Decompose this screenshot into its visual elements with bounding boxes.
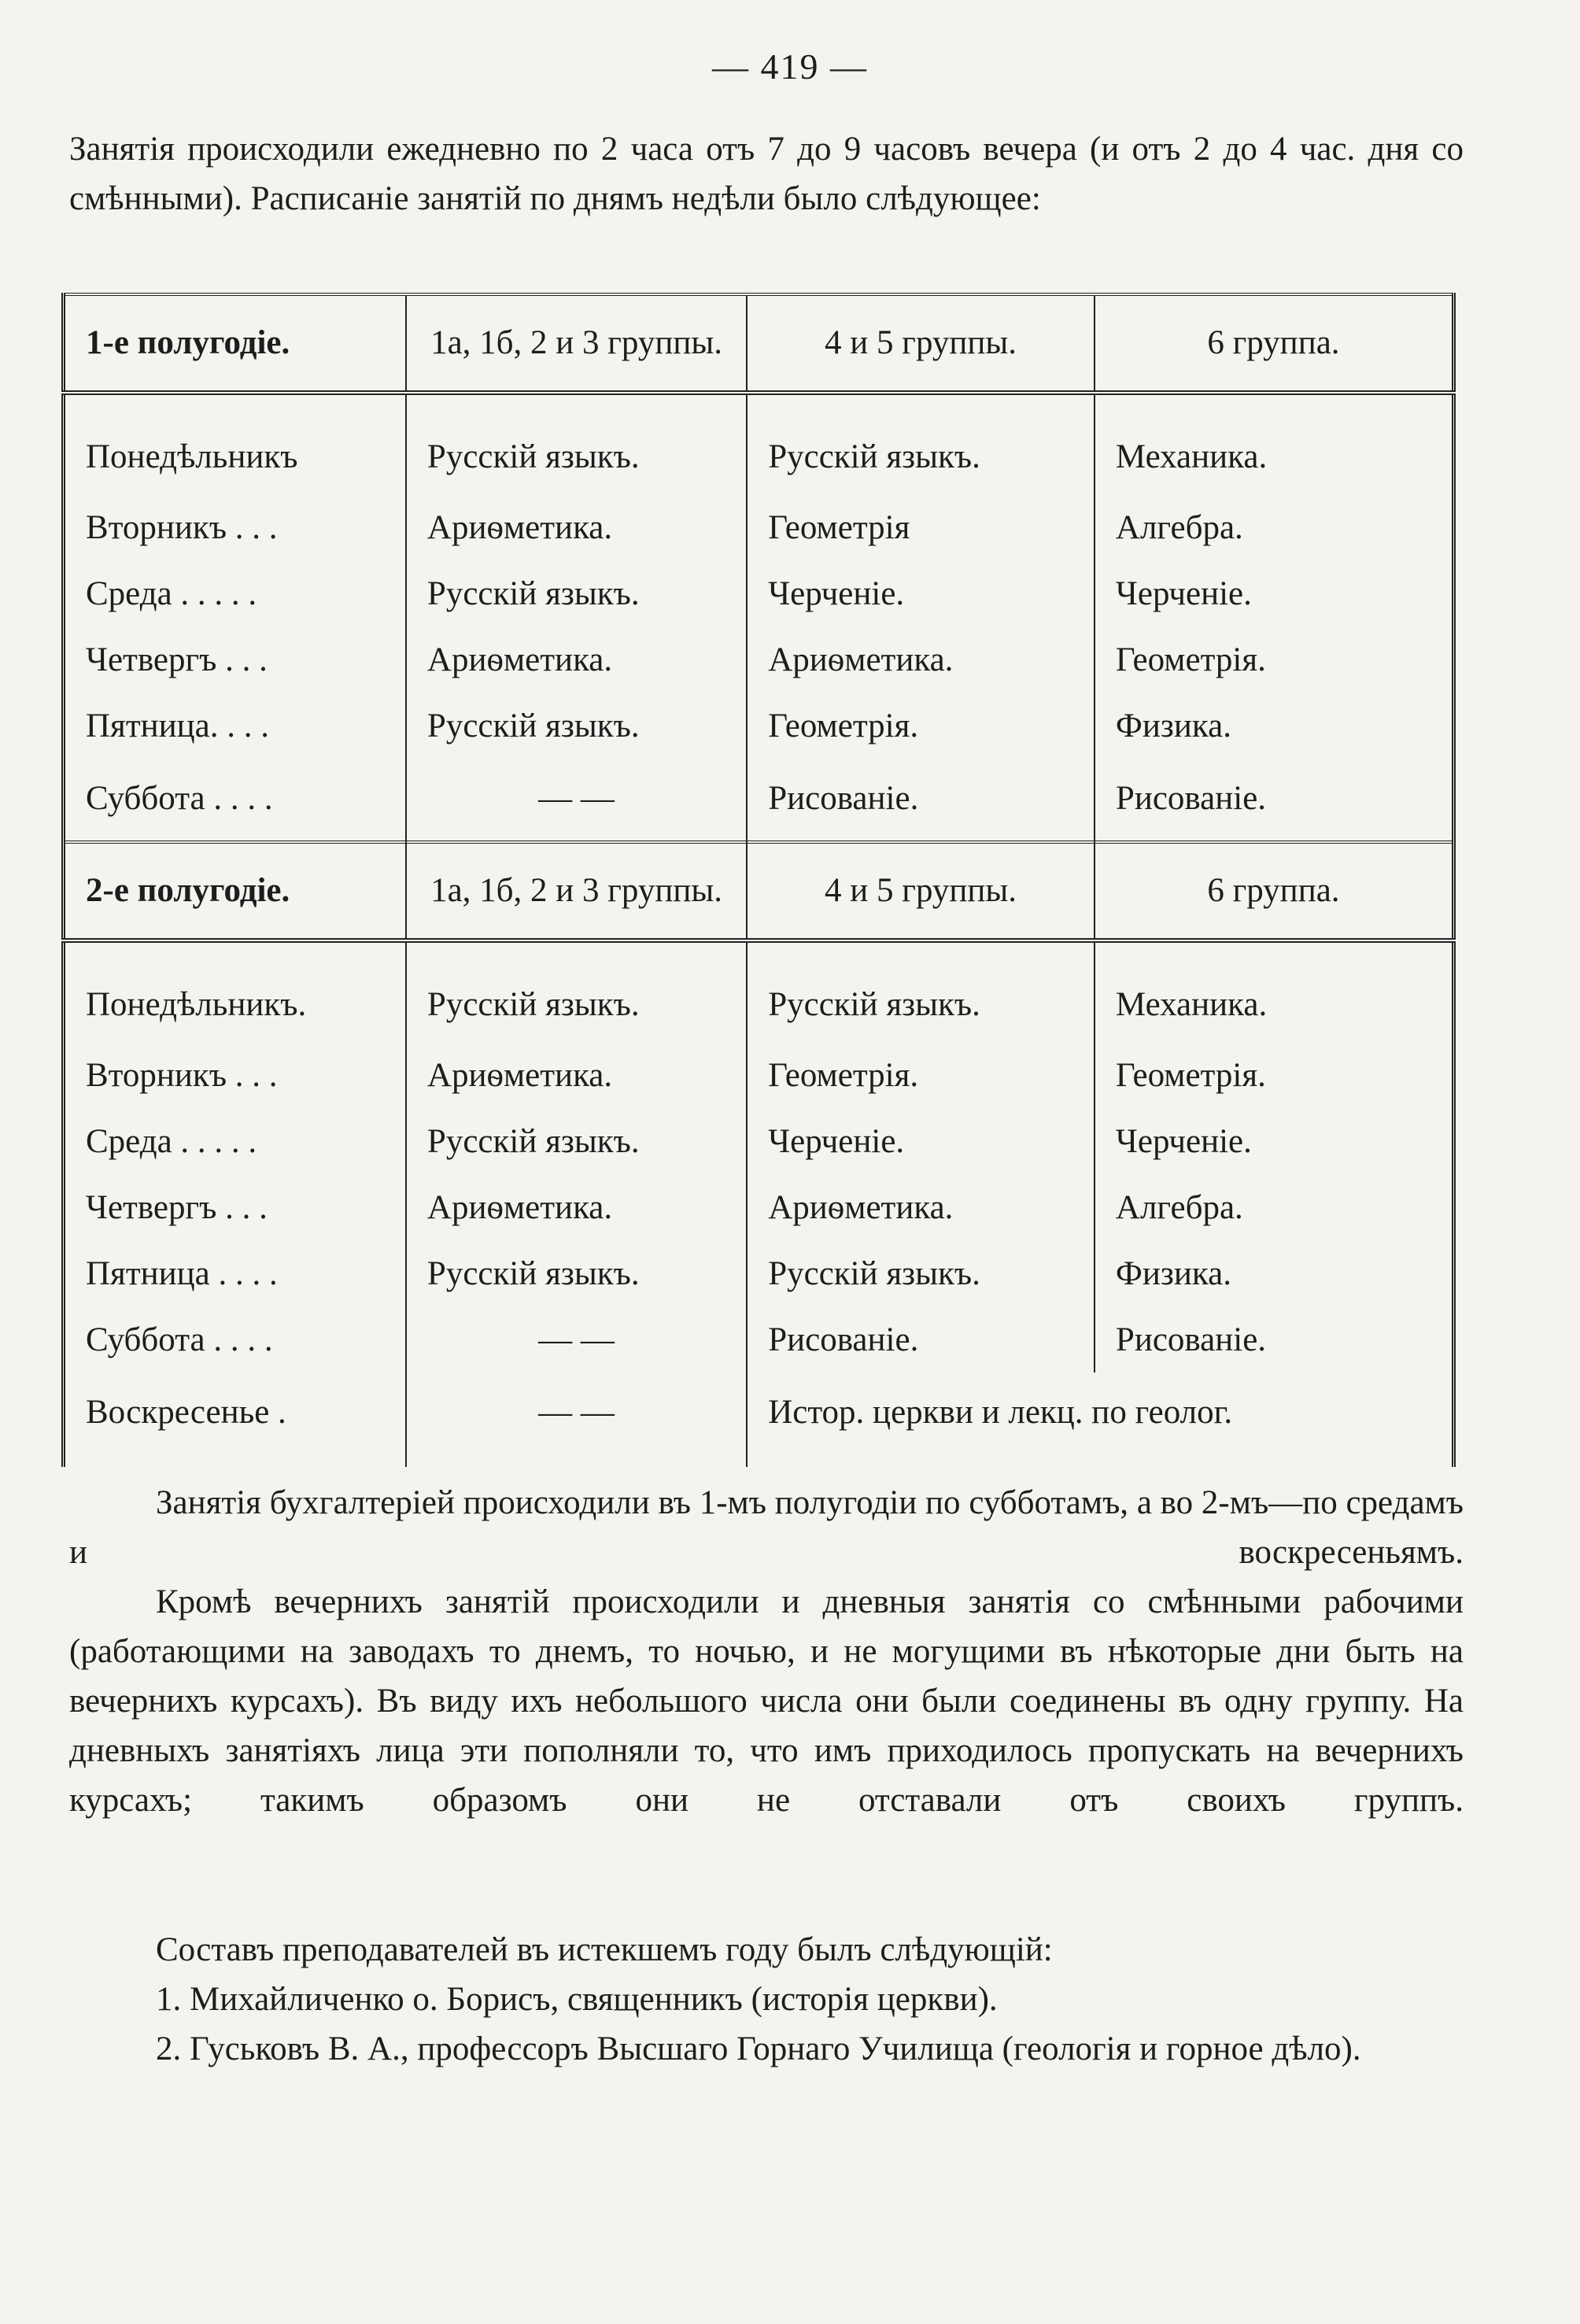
table-header-row [64,842,1454,940]
subject-cell: Механика. [1095,940,1454,1042]
table-row [64,693,1454,759]
header-groups-1-3: 1а, 1б, 2 и 3 группы. [406,842,747,940]
staff-item: 2. Гуськовъ В. А., профессоръ Высшаго Горнаго Училища (геологія и горное дѣло). [156,2030,1361,2067]
no-lesson-dash: — — [406,1373,747,1467]
table-row [64,1108,1454,1174]
subject-cell: Ариѳметика. [747,1174,1095,1240]
header-group-6: 6 группа. [1095,294,1454,393]
subject-cell: Ариѳметика. [406,494,747,560]
subject-cell: Алгебра. [1095,494,1454,560]
day-cell: Суббота . . . . [64,759,406,853]
day-cell: Понедѣльникъ. [64,940,406,1042]
day-cell: Четвергъ . . . [64,1174,406,1240]
subject-cell: Ариѳметика. [406,1174,747,1240]
table-row [64,626,1454,693]
subject-cell: Физика. [1095,1240,1454,1306]
day-cell: Вторникъ . . . [64,494,406,560]
staff-intro-paragraph: Составъ преподавателей въ истекшемъ году былъ слѣдующій: [156,1931,1053,1968]
table-row [64,940,1454,1042]
subject-cell: Черченіе. [747,560,1095,626]
table-row [64,1240,1454,1306]
subject-cell: Русскій языкъ. [406,560,747,626]
subject-cell-merged: Истор. церкви и лекц. по геолог. [747,1373,1453,1467]
subject-cell: Русскій языкъ. [406,1240,747,1306]
subject-cell: Ариѳметика. [406,626,747,693]
header-group-6: 6 группа. [1095,842,1454,940]
subject-cell: Механика. [1095,393,1454,494]
subject-cell: Геометрія. [1095,626,1454,693]
subject-cell: Русскій языкъ. [406,940,747,1042]
bookkeeping-paragraph: Занятія бухгалтеріей происходили въ 1-мъ полугодіи по субботамъ, а во 2-мъ—по средамъ и воскресеньямъ. [69,1484,1464,1571]
subject-cell: Геометрія. [747,1042,1095,1108]
subject-cell: Рисованіе. [747,759,1095,853]
subject-cell: Геометрія [747,494,1095,560]
schedule-table-first-half [61,293,1456,853]
no-lesson-dash: — — [406,759,747,853]
subject-cell: Черченіе. [1095,560,1454,626]
day-cell: Среда . . . . . [64,560,406,626]
header-half-year: 1-е полугодіе. [64,294,406,393]
subject-cell: Русскій языкъ. [747,1240,1095,1306]
no-lesson-dash: — — [406,1306,747,1373]
day-cell: Вторникъ . . . [64,1042,406,1108]
table-row [64,393,1454,494]
day-cell: Среда . . . . . [64,1108,406,1174]
day-classes-paragraph: Кромѣ вечернихъ занятій происходили и дневныя занятія со смѣнными рабочими (работающими на заводахъ то днемъ, то ночью, и не могущими въ нѣкоторые дни быть на вечернихъ курсахъ). Въ виду ихъ небольшого числа они были соединены въ одну группу. На дневныхъ занятіяхъ лица эти пополняли то, что имъ приходилось пропускать на вечернихъ курсахъ; такимъ образомъ они не отставали отъ своихъ группъ. [69,1583,1464,1819]
table-row [64,494,1454,560]
subject-cell: Геометрія. [1095,1042,1454,1108]
subject-cell: Русскій языкъ. [406,693,747,759]
header-groups-1-3: 1а, 1б, 2 и 3 группы. [406,294,747,393]
day-cell: Пятница. . . . [64,693,406,759]
header-half-year: 2-е полугодіе. [64,842,406,940]
subject-cell: Ариѳметика. [747,626,1095,693]
header-groups-4-5: 4 и 5 группы. [747,294,1095,393]
subject-cell: Рисованіе. [1095,759,1454,853]
table-row [64,1373,1454,1467]
schedule-table-second-half [61,841,1456,1467]
subject-cell: Черченіе. [747,1108,1095,1174]
day-cell: Пятница . . . . [64,1240,406,1306]
subject-cell: Русскій языкъ. [406,1108,747,1174]
table-row [64,1042,1454,1108]
subject-cell: Рисованіе. [747,1306,1095,1373]
subject-cell: Русскій языкъ. [406,393,747,494]
table-header-row [64,294,1454,393]
intro-paragraph: Занятія происходили ежедневно по 2 часа отъ 7 до 9 часовъ вечера (и отъ 2 до 4 час. дня со смѣнными). Расписаніе занятій по днямъ недѣли было слѣдующее: [69,131,1464,217]
page-number: — 419 — [712,46,868,87]
subject-cell: Ариѳметика. [406,1042,747,1108]
day-cell: Воскресенье . [64,1373,406,1467]
subject-cell: Алгебра. [1095,1174,1454,1240]
subject-cell: Черченіе. [1095,1108,1454,1174]
subject-cell: Геометрія. [747,693,1095,759]
staff-item: 1. Михайличенко о. Борисъ, священникъ (исторія церкви). [156,1981,998,2018]
header-groups-4-5: 4 и 5 группы. [747,842,1095,940]
day-cell: Суббота . . . . [64,1306,406,1373]
table-row [64,1306,1454,1373]
subject-cell: Физика. [1095,693,1454,759]
subject-cell: Русскій языкъ. [747,940,1095,1042]
subject-cell: Русскій языкъ. [747,393,1095,494]
table-row [64,560,1454,626]
day-cell: Четвергъ . . . [64,626,406,693]
table-row [64,759,1454,853]
table-row [64,1174,1454,1240]
day-cell: Понедѣльникъ [64,393,406,494]
subject-cell: Рисованіе. [1095,1306,1454,1373]
